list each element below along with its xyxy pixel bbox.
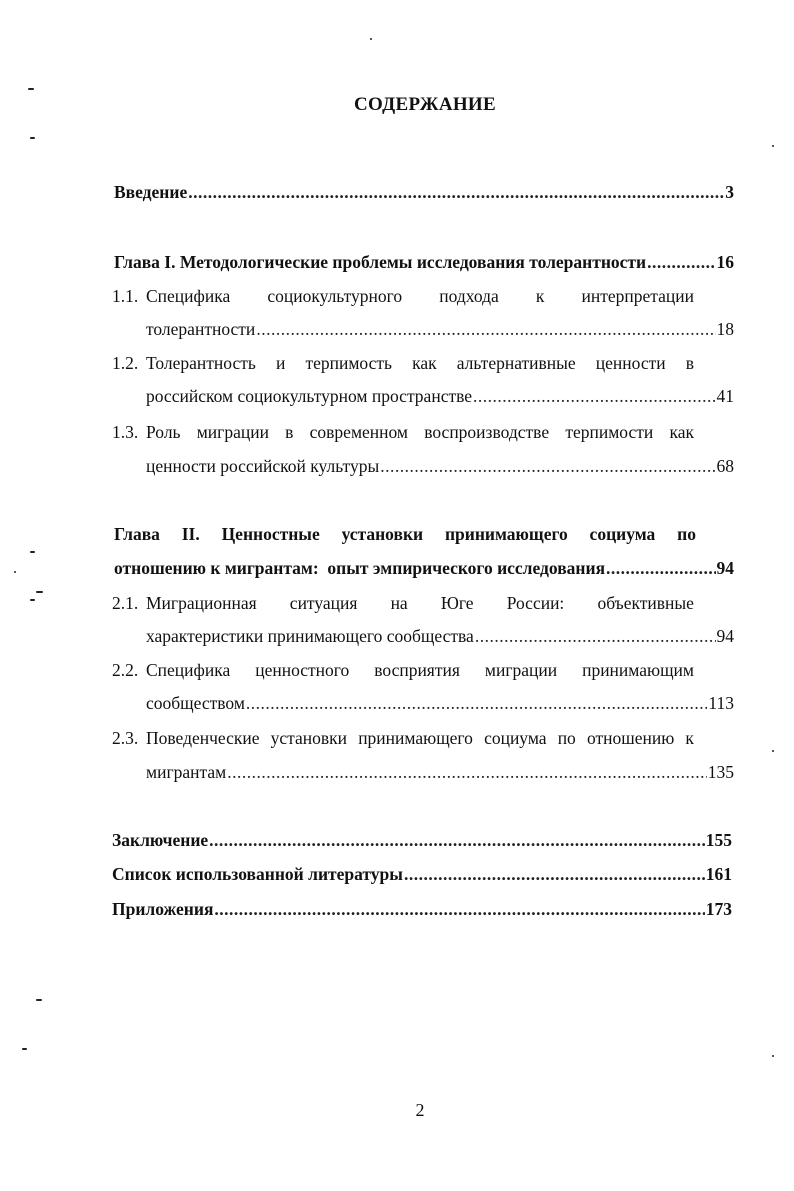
word: в xyxy=(685,353,694,373)
word: социума xyxy=(589,524,656,544)
word: установки xyxy=(341,524,424,544)
page-title: СОДЕРЖАНИЕ xyxy=(354,94,496,115)
word: интерпретации xyxy=(581,286,694,306)
dot-leader xyxy=(209,828,705,852)
word: как xyxy=(669,422,694,442)
toc-entry-label: Список использованной литературы xyxy=(112,864,403,884)
scan-speck xyxy=(22,1048,27,1050)
chapter-heading: Глава I. Методологические проблемы исследования толерантности xyxy=(114,252,647,272)
word: терпимости xyxy=(565,422,654,442)
dot-leader xyxy=(380,454,715,478)
word: Толерантность xyxy=(146,353,256,373)
section-title-line1 xyxy=(112,284,694,308)
scan-speck xyxy=(772,750,774,752)
dot-leader xyxy=(475,624,716,648)
word: принимающего xyxy=(358,728,473,748)
word: к xyxy=(535,286,545,306)
word: ценности xyxy=(595,353,666,373)
section-page: 41 xyxy=(716,386,734,406)
chapter-heading-line2: отношению к мигрантам: опыт эмпирического исследования xyxy=(114,558,606,578)
dot-leader xyxy=(473,384,715,408)
toc-section-2-1 xyxy=(112,591,694,615)
word: II. xyxy=(181,524,200,544)
section-title-line1 xyxy=(112,726,694,750)
word: миграции xyxy=(484,660,558,680)
section-title-line2: толерантности xyxy=(146,319,256,339)
word: и xyxy=(275,353,286,373)
word: объективные xyxy=(597,593,694,613)
section-title-line2: сообществом xyxy=(146,693,245,713)
word: ситуация xyxy=(289,593,358,613)
toc-entry-page: 3 xyxy=(725,182,734,202)
section-title-line2: российском социокультурном пространстве xyxy=(146,386,473,406)
dot-leader xyxy=(256,317,715,341)
word: альтернативные xyxy=(456,353,576,373)
toc-section-2-3 xyxy=(112,726,694,750)
toc-entry-page: 173 xyxy=(705,899,732,919)
word: в xyxy=(285,422,294,442)
word: Специфика xyxy=(146,286,231,306)
word: миграции xyxy=(196,422,269,442)
section-number: 2.1. xyxy=(112,593,139,613)
toc-chapter-1 xyxy=(114,250,734,274)
scan-speck xyxy=(36,591,43,593)
section-title-line2: ценности российской культуры xyxy=(146,456,380,476)
toc-chapter-2-cont xyxy=(114,556,734,580)
section-page: 135 xyxy=(707,762,734,782)
toc-section-2-2-cont xyxy=(146,691,734,715)
section-title-line1 xyxy=(112,420,694,444)
toc-section-2-3-cont xyxy=(146,760,734,784)
toc-entry-page: 155 xyxy=(705,830,732,850)
section-number: 2.2. xyxy=(112,660,139,680)
word: Миграционная xyxy=(146,593,257,613)
scan-speck xyxy=(30,551,35,553)
section-title-line2: мигрантам xyxy=(146,762,227,782)
page-number: 2 xyxy=(415,1100,425,1120)
scan-speck xyxy=(772,1055,774,1057)
chapter-page: 94 xyxy=(716,558,734,578)
section-title-line1 xyxy=(112,658,694,682)
scan-speck xyxy=(30,137,35,139)
toc-section-1-2-cont xyxy=(146,384,734,408)
word: отношению xyxy=(586,728,675,748)
section-number: 1.3. xyxy=(112,422,139,442)
toc-chapter-2 xyxy=(114,522,696,546)
section-page: 113 xyxy=(708,693,734,713)
word: воспроизводстве xyxy=(424,422,550,442)
chapter-page: 16 xyxy=(716,252,734,272)
word: Роль xyxy=(146,422,181,442)
word: как xyxy=(412,353,437,373)
toc-section-2-2 xyxy=(112,658,694,682)
chapter-heading-line1 xyxy=(114,522,696,546)
toc-section-2-1-cont xyxy=(146,624,734,648)
toc-entry-label: Введение xyxy=(114,182,188,202)
toc-section-1-3 xyxy=(112,420,694,444)
word: ценностного xyxy=(255,660,350,680)
scan-speck xyxy=(370,38,372,40)
toc-entry-intro xyxy=(114,180,734,204)
toc-entry-appendix xyxy=(112,897,732,921)
word: к xyxy=(685,728,694,748)
toc-section-1-3-cont xyxy=(146,454,734,478)
word: принимающим xyxy=(582,660,694,680)
word: современном xyxy=(309,422,409,442)
word: установки xyxy=(270,728,348,748)
section-page: 68 xyxy=(716,456,734,476)
word: социума xyxy=(484,728,547,748)
word: Глава xyxy=(114,524,160,544)
toc-section-1-1 xyxy=(112,284,694,308)
word: России: xyxy=(506,593,565,613)
word: принимающего xyxy=(444,524,568,544)
toc-entry-conclusion xyxy=(112,828,732,852)
word: Специфика xyxy=(146,660,231,680)
word: на xyxy=(390,593,408,613)
word: по xyxy=(557,728,576,748)
scan-speck xyxy=(30,599,35,601)
dot-leader xyxy=(188,180,724,204)
toc-entry-page: 161 xyxy=(705,864,732,884)
scan-speck xyxy=(14,571,16,573)
dot-leader xyxy=(227,760,707,784)
dot-leader xyxy=(246,691,707,715)
toc-entry-label: Приложения xyxy=(112,899,214,919)
section-page: 18 xyxy=(716,319,734,339)
toc-entry-bibliography xyxy=(112,862,732,886)
toc-entry-label: Заключение xyxy=(112,830,209,850)
word: Ценностные xyxy=(221,524,320,544)
toc-section-1-1-cont xyxy=(146,317,734,341)
dot-leader xyxy=(214,897,704,921)
section-title-line2: характеристики принимающего сообщества xyxy=(146,626,474,646)
scan-speck xyxy=(772,145,774,147)
scan-speck xyxy=(28,88,34,90)
toc-section-1-2 xyxy=(112,351,694,375)
word: терпимость xyxy=(305,353,392,373)
dot-leader xyxy=(404,862,705,886)
dot-leader xyxy=(606,556,715,580)
word: подхода xyxy=(439,286,499,306)
section-page: 94 xyxy=(716,626,734,646)
section-number: 1.2. xyxy=(112,353,139,373)
word: Юге xyxy=(440,593,474,613)
section-number: 1.1. xyxy=(112,286,139,306)
scan-speck xyxy=(36,999,42,1001)
word: Поведенческие xyxy=(146,728,260,748)
dot-leader xyxy=(647,250,715,274)
section-title-line1 xyxy=(112,591,694,615)
section-number: 2.3. xyxy=(112,728,139,748)
section-title-line1 xyxy=(112,351,694,375)
word: по xyxy=(677,524,696,544)
word: социокультурного xyxy=(267,286,403,306)
word: восприятия xyxy=(374,660,460,680)
